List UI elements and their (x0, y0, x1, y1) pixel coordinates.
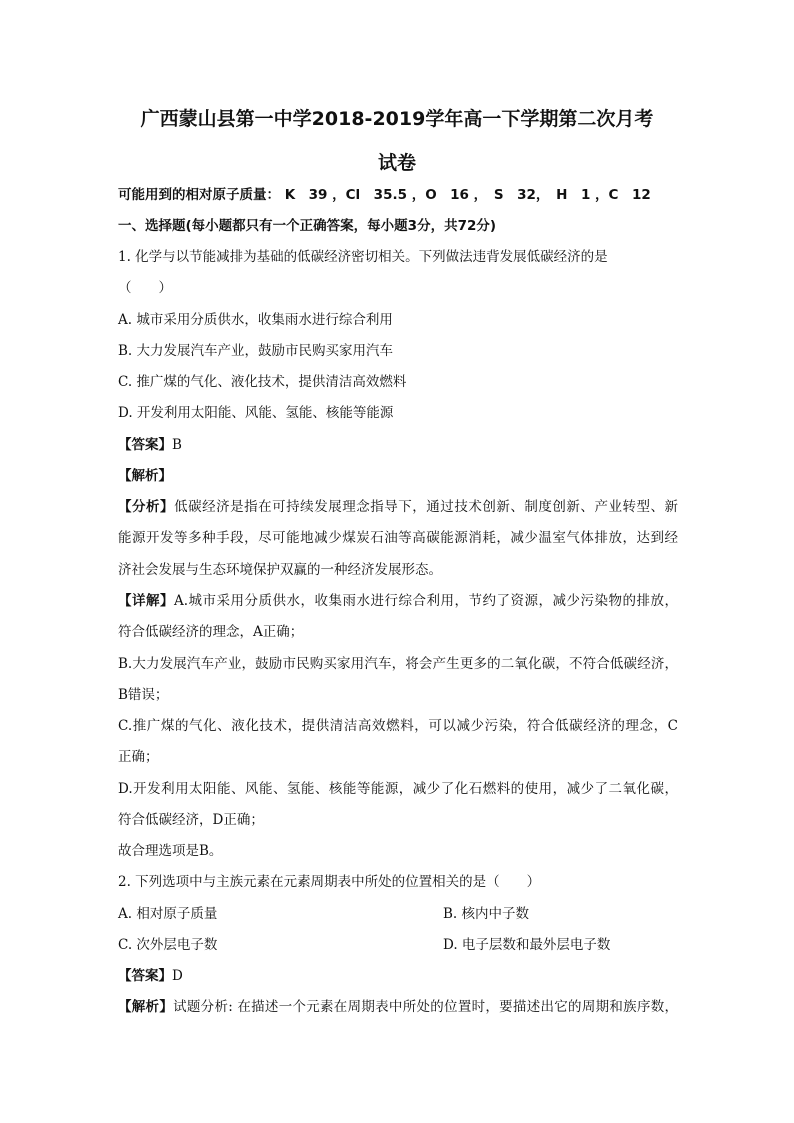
exam-title-line2: 试卷 (377, 152, 416, 174)
fenxi-label: 【分析】 (118, 499, 175, 515)
q1-fenxi-line: 能源开发等多种手段，尽可能地减少煤炭石油等高碳能源消耗，减少温室气体排放，达到经 (118, 530, 678, 546)
q1-answer (118, 435, 678, 455)
q1-conclusion: 故合理选项是B。 (118, 843, 223, 859)
answer-value: B (172, 437, 182, 453)
q1-xiangjie-line: 符合低碳经济，D正确； (118, 812, 264, 828)
exam-title-line1: 广西蒙山县第一中学2018-2019学年高一下学期第二次月考 (140, 108, 654, 130)
answer-label: 【答案】 (118, 968, 172, 984)
q1-xiangjie-line: B.大力发展汽车产业，鼓励市民购买家用汽车，将会产生更多的二氧化碳，不符合低碳经济， (118, 656, 678, 672)
q2-option-a: A. 相对原子质量 (118, 906, 218, 922)
q1-option-a: A. 城市采用分质供水，收集雨水进行综合利用 (118, 312, 393, 328)
q1-option-c: C. 推广煤的气化、液化技术，提供清洁高效燃料 (118, 374, 407, 390)
answer-value: D (172, 968, 183, 984)
q1-xiangjie-line: D.开发利用太阳能、风能、氢能、核能等能源，减少了化石燃料的使用，减少了二氧化碳， (118, 781, 678, 797)
q1-xiangjie-line: 正确； (118, 749, 159, 765)
xiangjie-label: 【详解】 (118, 593, 174, 609)
q1-xiangjie-line: 符合低碳经济的理念，A正确； (118, 624, 304, 640)
analysis-label: 【解析】 (118, 999, 174, 1015)
answer-label: 【答案】 (118, 437, 172, 453)
q1-fenxi-line: 济社会发展与生态环境保护双赢的一种经济发展形态。 (118, 562, 442, 578)
q2-option-b: B. 核内中子数 (443, 906, 530, 922)
q2-answer (118, 966, 678, 986)
q1-analysis-label: 【解析】 (118, 468, 172, 484)
q2-option-d: D. 电子层数和最外层电子数 (443, 937, 611, 953)
q1-fenxi-line (118, 497, 678, 517)
q1-option-d: D. 开发利用太阳能、风能、氢能、核能等能源 (118, 405, 394, 421)
q1-xiangjie-line: B错误； (118, 687, 169, 703)
xiangjie-text: A.城市采用分质供水，收集雨水进行综合利用，节约了资源，减少污染物的排放， (174, 593, 678, 609)
q1-stem: 1. 化学与以节能减排为基础的低碳经济密切相关。下列做法违背发展低碳经济的是 (118, 249, 608, 265)
fenxi-text: 低碳经济是指在可持续发展理念指导下，通过技术创新、制度创新、产业转型、新 (174, 499, 679, 515)
atomic-masses-note: 可能用到的相对原子质量： K 39 ，Cl 35.5 ，O 16 ， S 32， H 1 ，C 12 (118, 187, 651, 203)
q1-paren: （ ） (118, 280, 172, 296)
section-heading: 一、选择题(每小题都只有一个正确答案，每小题3分，共72分) (118, 218, 497, 234)
q2-option-c: C. 次外层电子数 (118, 937, 218, 953)
q1-xiangjie-line (118, 591, 678, 611)
q1-xiangjie-line: C.推广煤的气化、液化技术，提供清洁高效燃料，可以减少污染，符合低碳经济的理念，C (118, 718, 678, 734)
q1-option-b: B. 大力发展汽车产业，鼓励市民购买家用汽车 (118, 343, 394, 359)
q2-stem: 2. 下列选项中与主族元素在元素周期表中所处的位置相关的是（ ） (118, 874, 541, 890)
q2-analysis (118, 997, 678, 1017)
analysis-text: 试题分析: 在描述一个元素在周期表中所处的位置时，要描述出它的周期和族序数， (173, 999, 679, 1015)
